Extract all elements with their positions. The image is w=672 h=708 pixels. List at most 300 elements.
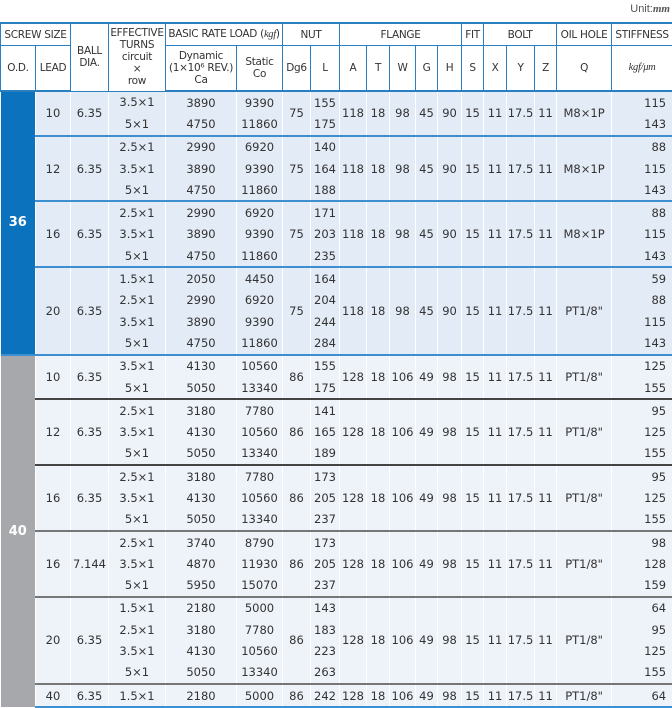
- dynamic-load-cell: 3890: [166, 91, 237, 113]
- lead-cell: 20: [36, 597, 71, 684]
- g-cell: 49: [416, 597, 438, 684]
- y-cell: 17.5: [507, 355, 535, 400]
- w-cell: 98: [390, 136, 416, 202]
- static-load-cell: 15070: [237, 575, 283, 597]
- y-cell: 17.5: [507, 597, 535, 684]
- x-cell: 11: [484, 267, 507, 354]
- x-cell: 11: [484, 201, 507, 267]
- stiffness-cell: 98: [612, 531, 672, 553]
- header-q: Q: [557, 46, 612, 92]
- od-cell: 40: [1, 355, 36, 708]
- load-label: BASIC RATE LOAD (: [168, 28, 264, 40]
- stiffness-cell: 88: [612, 201, 672, 223]
- z-cell: 11: [535, 91, 557, 136]
- turns-cell: 1.5×1: [109, 597, 166, 619]
- a-cell: 128: [340, 597, 367, 684]
- header-ball-dia: BALL DIA.: [71, 23, 109, 91]
- table-row: [1, 136, 672, 158]
- header-t: T: [367, 46, 390, 92]
- nut-length-cell: 188: [311, 179, 340, 201]
- lead-cell: 10: [36, 355, 71, 400]
- dynamic-load-cell: 4750: [166, 332, 237, 354]
- x-cell: 11: [484, 91, 507, 136]
- turns-cell: 2.5×1: [109, 136, 166, 158]
- turns-cell: 3.5×1: [109, 355, 166, 377]
- y-cell: 17.5: [507, 91, 535, 136]
- t-cell: 18: [367, 597, 390, 684]
- lead-cell: 16: [36, 201, 71, 267]
- header-stiffness-unit: kgf/μm: [612, 46, 672, 92]
- nut-length-cell: 173: [311, 531, 340, 553]
- h-cell: 98: [438, 531, 462, 597]
- stiffness-cell: 143: [612, 245, 672, 267]
- dynamic-load-cell: 2050: [166, 267, 237, 289]
- header-screw-size: SCREW SIZE: [1, 23, 71, 46]
- q-cell: M8×1P: [557, 136, 612, 202]
- q-cell: PT1/8": [557, 399, 612, 465]
- w-cell: 106: [390, 355, 416, 400]
- q-cell: PT1/8": [557, 684, 612, 707]
- x-cell: 11: [484, 355, 507, 400]
- x-cell: 11: [484, 531, 507, 597]
- dynamic-load-cell: 2990: [166, 201, 237, 223]
- h-cell: 98: [438, 399, 462, 465]
- dynamic-load-cell: 4130: [166, 421, 237, 442]
- stiffness-cell: 88: [612, 136, 672, 158]
- a-cell: 118: [340, 267, 367, 354]
- nut-length-cell: 284: [311, 332, 340, 354]
- static-line: Static: [237, 56, 282, 68]
- header-h: H: [438, 46, 462, 92]
- dynamic-load-cell: 5050: [166, 509, 237, 531]
- static-load-cell: 4450: [237, 267, 283, 289]
- header-a: A: [340, 46, 367, 92]
- turns-cell: 2.5×1: [109, 531, 166, 553]
- y-cell: 17.5: [507, 465, 535, 531]
- z-cell: 11: [535, 136, 557, 202]
- z-cell: 11: [535, 465, 557, 531]
- nut-length-cell: 237: [311, 575, 340, 597]
- static-load-cell: 7780: [237, 465, 283, 487]
- static-load-cell: 13340: [237, 509, 283, 531]
- h-cell: 98: [438, 597, 462, 684]
- stiffness-cell: 95: [612, 619, 672, 640]
- y-cell: 17.5: [507, 531, 535, 597]
- x-cell: 11: [484, 684, 507, 707]
- stiffness-cell: 143: [612, 179, 672, 201]
- stiffness-cell: 115: [612, 311, 672, 332]
- header-effective-turns: [109, 23, 166, 91]
- static-load-cell: 13340: [237, 377, 283, 399]
- turns-cell: 3.5×1: [109, 224, 166, 245]
- turns-line: TURNS: [109, 39, 165, 51]
- t-cell: 18: [367, 531, 390, 597]
- header-z: Z: [535, 46, 557, 92]
- turns-cell: 3.5×1: [109, 487, 166, 508]
- turns-cell: 3.5×1: [109, 421, 166, 442]
- stiffness-cell: 125: [612, 421, 672, 442]
- dynamic-line: (1×10⁶ REV.): [166, 62, 236, 74]
- turns-line: row: [109, 75, 165, 87]
- w-cell: 98: [390, 267, 416, 354]
- header-l: L: [311, 46, 340, 92]
- a-cell: 118: [340, 201, 367, 267]
- header-x: X: [484, 46, 507, 92]
- static-load-cell: 10560: [237, 640, 283, 661]
- static-load-cell: 9390: [237, 91, 283, 113]
- load-close: ): [276, 28, 280, 40]
- nut-length-cell: 165: [311, 421, 340, 442]
- dynamic-load-cell: 5050: [166, 443, 237, 465]
- table-row: [1, 597, 672, 619]
- ball-dia-cell: 6.35: [71, 136, 109, 202]
- lead-cell: 16: [36, 465, 71, 531]
- header-bolt: BOLT: [484, 23, 557, 46]
- static-line: Co: [237, 68, 282, 80]
- turns-cell: 5×1: [109, 443, 166, 465]
- g-cell: 45: [416, 201, 438, 267]
- static-load-cell: 7780: [237, 619, 283, 640]
- dg6-cell: 75: [283, 201, 311, 267]
- table-row: [1, 399, 672, 421]
- t-cell: 18: [367, 91, 390, 136]
- s-cell: 15: [462, 201, 484, 267]
- turns-cell: 2.5×1: [109, 290, 166, 311]
- s-cell: 15: [462, 136, 484, 202]
- a-cell: 128: [340, 684, 367, 707]
- dynamic-load-cell: 4870: [166, 553, 237, 574]
- stiffness-cell: 143: [612, 113, 672, 135]
- turns-cell: 5×1: [109, 377, 166, 399]
- turns-cell: 3.5×1: [109, 311, 166, 332]
- x-cell: 11: [484, 136, 507, 202]
- dynamic-load-cell: 2180: [166, 684, 237, 707]
- stiffness-cell: 115: [612, 91, 672, 113]
- h-cell: 90: [438, 91, 462, 136]
- table-row: [1, 465, 672, 487]
- a-cell: 118: [340, 136, 367, 202]
- table-row: [1, 531, 672, 553]
- dynamic-load-cell: 3890: [166, 311, 237, 332]
- a-cell: 128: [340, 531, 367, 597]
- static-load-cell: 10560: [237, 355, 283, 377]
- dynamic-load-cell: 3740: [166, 531, 237, 553]
- header-basic-rate-load: [166, 23, 283, 46]
- stiffness-cell: 125: [612, 487, 672, 508]
- static-load-cell: 13340: [237, 662, 283, 684]
- z-cell: 11: [535, 201, 557, 267]
- nut-length-cell: 164: [311, 158, 340, 179]
- stiffness-cell: 143: [612, 332, 672, 354]
- static-load-cell: 9390: [237, 311, 283, 332]
- header-g: G: [416, 46, 438, 92]
- stiffness-cell: 155: [612, 509, 672, 531]
- static-load-cell: 9390: [237, 224, 283, 245]
- a-cell: 118: [340, 91, 367, 136]
- table-row: [1, 355, 672, 377]
- z-cell: 11: [535, 684, 557, 707]
- nut-length-cell: 242: [311, 684, 340, 707]
- dynamic-load-cell: 3180: [166, 619, 237, 640]
- static-load-cell: 11930: [237, 553, 283, 574]
- nut-length-cell: 164: [311, 267, 340, 289]
- turns-cell: 3.5×1: [109, 553, 166, 574]
- stiffness-cell: 159: [612, 575, 672, 597]
- ball-dia-cell: 6.35: [71, 465, 109, 531]
- stiffness-cell: 125: [612, 640, 672, 661]
- stiffness-cell: 64: [612, 684, 672, 707]
- ball-screw-spec-table: [0, 22, 672, 708]
- header-y: Y: [507, 46, 535, 92]
- header-nut: NUT: [283, 23, 340, 46]
- h-cell: 98: [438, 684, 462, 707]
- w-cell: 106: [390, 531, 416, 597]
- s-cell: 15: [462, 597, 484, 684]
- header-s: S: [462, 46, 484, 92]
- nut-length-cell: 203: [311, 224, 340, 245]
- s-cell: 15: [462, 684, 484, 707]
- header-static: [237, 46, 283, 92]
- z-cell: 11: [535, 355, 557, 400]
- static-load-cell: 11860: [237, 332, 283, 354]
- turns-cell: 5×1: [109, 509, 166, 531]
- dynamic-load-cell: 3180: [166, 399, 237, 421]
- dynamic-load-cell: 5050: [166, 662, 237, 684]
- turns-cell: 2.5×1: [109, 619, 166, 640]
- turns-cell: 1.5×1: [109, 267, 166, 289]
- turns-cell: 5×1: [109, 245, 166, 267]
- g-cell: 49: [416, 531, 438, 597]
- header-fit: FIT: [462, 23, 484, 46]
- dg6-cell: 75: [283, 136, 311, 202]
- dynamic-load-cell: 4130: [166, 355, 237, 377]
- nut-length-cell: 155: [311, 355, 340, 377]
- table-row: [1, 91, 672, 113]
- h-cell: 98: [438, 465, 462, 531]
- h-cell: 90: [438, 267, 462, 354]
- ball-dia-cell: 6.35: [71, 267, 109, 354]
- stiffness-cell: 95: [612, 465, 672, 487]
- turns-cell: 5×1: [109, 179, 166, 201]
- nut-length-cell: 183: [311, 619, 340, 640]
- nut-length-cell: 175: [311, 377, 340, 399]
- table-row: [1, 267, 672, 289]
- static-load-cell: 13340: [237, 443, 283, 465]
- nut-length-cell: 205: [311, 487, 340, 508]
- lead-cell: 40: [36, 684, 71, 707]
- stiffness-cell: 128: [612, 553, 672, 574]
- dynamic-load-cell: 3180: [166, 465, 237, 487]
- dynamic-load-cell: 4750: [166, 179, 237, 201]
- turns-cell: 3.5×1: [109, 91, 166, 113]
- x-cell: 11: [484, 597, 507, 684]
- dynamic-load-cell: 2990: [166, 136, 237, 158]
- t-cell: 18: [367, 201, 390, 267]
- static-load-cell: 11860: [237, 245, 283, 267]
- load-unit: kgf: [264, 29, 276, 40]
- turns-cell: 1.5×1: [109, 684, 166, 707]
- q-cell: PT1/8": [557, 267, 612, 354]
- nut-length-cell: 141: [311, 399, 340, 421]
- turns-cell: 3.5×1: [109, 640, 166, 661]
- ball-dia-cell: 6.35: [71, 597, 109, 684]
- t-cell: 18: [367, 355, 390, 400]
- nut-length-cell: 173: [311, 465, 340, 487]
- nut-length-cell: 205: [311, 553, 340, 574]
- q-cell: PT1/8": [557, 355, 612, 400]
- unit-value: mm: [653, 3, 670, 15]
- unit-text: Unit:: [630, 3, 653, 15]
- x-cell: 11: [484, 399, 507, 465]
- nut-length-cell: 171: [311, 201, 340, 223]
- turns-cell: 5×1: [109, 662, 166, 684]
- ball-dia-cell: 6.35: [71, 399, 109, 465]
- q-cell: M8×1P: [557, 91, 612, 136]
- ball-dia-cell: 6.35: [71, 684, 109, 707]
- y-cell: 17.5: [507, 136, 535, 202]
- q-cell: PT1/8": [557, 465, 612, 531]
- t-cell: 18: [367, 399, 390, 465]
- z-cell: 11: [535, 399, 557, 465]
- s-cell: 15: [462, 399, 484, 465]
- static-load-cell: 8790: [237, 531, 283, 553]
- static-load-cell: 6920: [237, 201, 283, 223]
- t-cell: 18: [367, 136, 390, 202]
- q-cell: PT1/8": [557, 597, 612, 684]
- nut-length-cell: 189: [311, 443, 340, 465]
- dynamic-load-cell: 2990: [166, 290, 237, 311]
- w-cell: 106: [390, 684, 416, 707]
- stiffness-cell: 64: [612, 597, 672, 619]
- g-cell: 45: [416, 267, 438, 354]
- stiffness-cell: 88: [612, 290, 672, 311]
- ball-dia-cell: 7.144: [71, 531, 109, 597]
- dg6-cell: 86: [283, 531, 311, 597]
- table-body: [1, 91, 672, 707]
- turns-cell: 2.5×1: [109, 201, 166, 223]
- static-load-cell: 10560: [237, 421, 283, 442]
- a-cell: 128: [340, 465, 367, 531]
- nut-length-cell: 223: [311, 640, 340, 661]
- header-dg6: Dg6: [283, 46, 311, 92]
- dg6-cell: 86: [283, 399, 311, 465]
- nut-length-cell: 140: [311, 136, 340, 158]
- y-cell: 17.5: [507, 267, 535, 354]
- dynamic-load-cell: 3890: [166, 224, 237, 245]
- ball-dia-cell: 6.35: [71, 201, 109, 267]
- z-cell: 11: [535, 531, 557, 597]
- h-cell: 90: [438, 136, 462, 202]
- s-cell: 15: [462, 531, 484, 597]
- lead-cell: 12: [36, 136, 71, 202]
- w-cell: 98: [390, 91, 416, 136]
- x-cell: 11: [484, 465, 507, 531]
- header-lead: LEAD: [36, 46, 71, 92]
- y-cell: 17.5: [507, 684, 535, 707]
- ball-dia-cell: 6.35: [71, 91, 109, 136]
- t-cell: 18: [367, 684, 390, 707]
- stiffness-cell: 115: [612, 158, 672, 179]
- lead-cell: 10: [36, 91, 71, 136]
- nut-length-cell: 235: [311, 245, 340, 267]
- dg6-cell: 86: [283, 684, 311, 707]
- turns-cell: 5×1: [109, 575, 166, 597]
- od-cell: 36: [1, 91, 36, 355]
- dynamic-load-cell: 5050: [166, 377, 237, 399]
- s-cell: 15: [462, 465, 484, 531]
- s-cell: 15: [462, 267, 484, 354]
- static-load-cell: 6920: [237, 290, 283, 311]
- dynamic-load-cell: 4130: [166, 640, 237, 661]
- header-dynamic: [166, 46, 237, 92]
- w-cell: 106: [390, 465, 416, 531]
- turns-line: ×: [109, 63, 165, 75]
- g-cell: 49: [416, 399, 438, 465]
- static-load-cell: 11860: [237, 113, 283, 135]
- static-load-cell: 7780: [237, 399, 283, 421]
- w-cell: 106: [390, 597, 416, 684]
- w-cell: 106: [390, 399, 416, 465]
- nut-length-cell: 204: [311, 290, 340, 311]
- stiffness-cell: 95: [612, 399, 672, 421]
- turns-line: EFFECTIVE: [109, 27, 165, 39]
- stiffness-cell: 155: [612, 377, 672, 399]
- ball-dia-cell: 6.35: [71, 355, 109, 400]
- nut-length-cell: 143: [311, 597, 340, 619]
- turns-cell: 5×1: [109, 113, 166, 135]
- y-cell: 17.5: [507, 201, 535, 267]
- stiffness-cell: 59: [612, 267, 672, 289]
- nut-length-cell: 175: [311, 113, 340, 135]
- dg6-cell: 75: [283, 91, 311, 136]
- g-cell: 45: [416, 136, 438, 202]
- turns-cell: 5×1: [109, 332, 166, 354]
- g-cell: 49: [416, 355, 438, 400]
- dynamic-load-cell: 4750: [166, 113, 237, 135]
- dg6-cell: 86: [283, 597, 311, 684]
- header-stiffness: STIFFNESS: [612, 23, 672, 46]
- g-cell: 49: [416, 465, 438, 531]
- dynamic-line: Dynamic: [166, 50, 236, 62]
- turns-cell: 3.5×1: [109, 158, 166, 179]
- header-w: W: [390, 46, 416, 92]
- dynamic-load-cell: 4750: [166, 245, 237, 267]
- turns-cell: 2.5×1: [109, 399, 166, 421]
- unit-label: [630, 3, 670, 15]
- static-load-cell: 5000: [237, 684, 283, 707]
- lead-cell: 12: [36, 399, 71, 465]
- static-load-cell: 6920: [237, 136, 283, 158]
- dynamic-line: Ca: [166, 74, 236, 86]
- nut-length-cell: 263: [311, 662, 340, 684]
- a-cell: 128: [340, 399, 367, 465]
- stiffness-cell: 125: [612, 355, 672, 377]
- dynamic-load-cell: 2180: [166, 597, 237, 619]
- w-cell: 98: [390, 201, 416, 267]
- nut-length-cell: 244: [311, 311, 340, 332]
- t-cell: 18: [367, 267, 390, 354]
- static-load-cell: 9390: [237, 158, 283, 179]
- static-load-cell: 11860: [237, 179, 283, 201]
- table-row: [1, 201, 672, 223]
- y-cell: 17.5: [507, 399, 535, 465]
- dg6-cell: 75: [283, 267, 311, 354]
- q-cell: M8×1P: [557, 201, 612, 267]
- stiffness-cell: 155: [612, 662, 672, 684]
- lead-cell: 20: [36, 267, 71, 354]
- dynamic-load-cell: 4130: [166, 487, 237, 508]
- a-cell: 128: [340, 355, 367, 400]
